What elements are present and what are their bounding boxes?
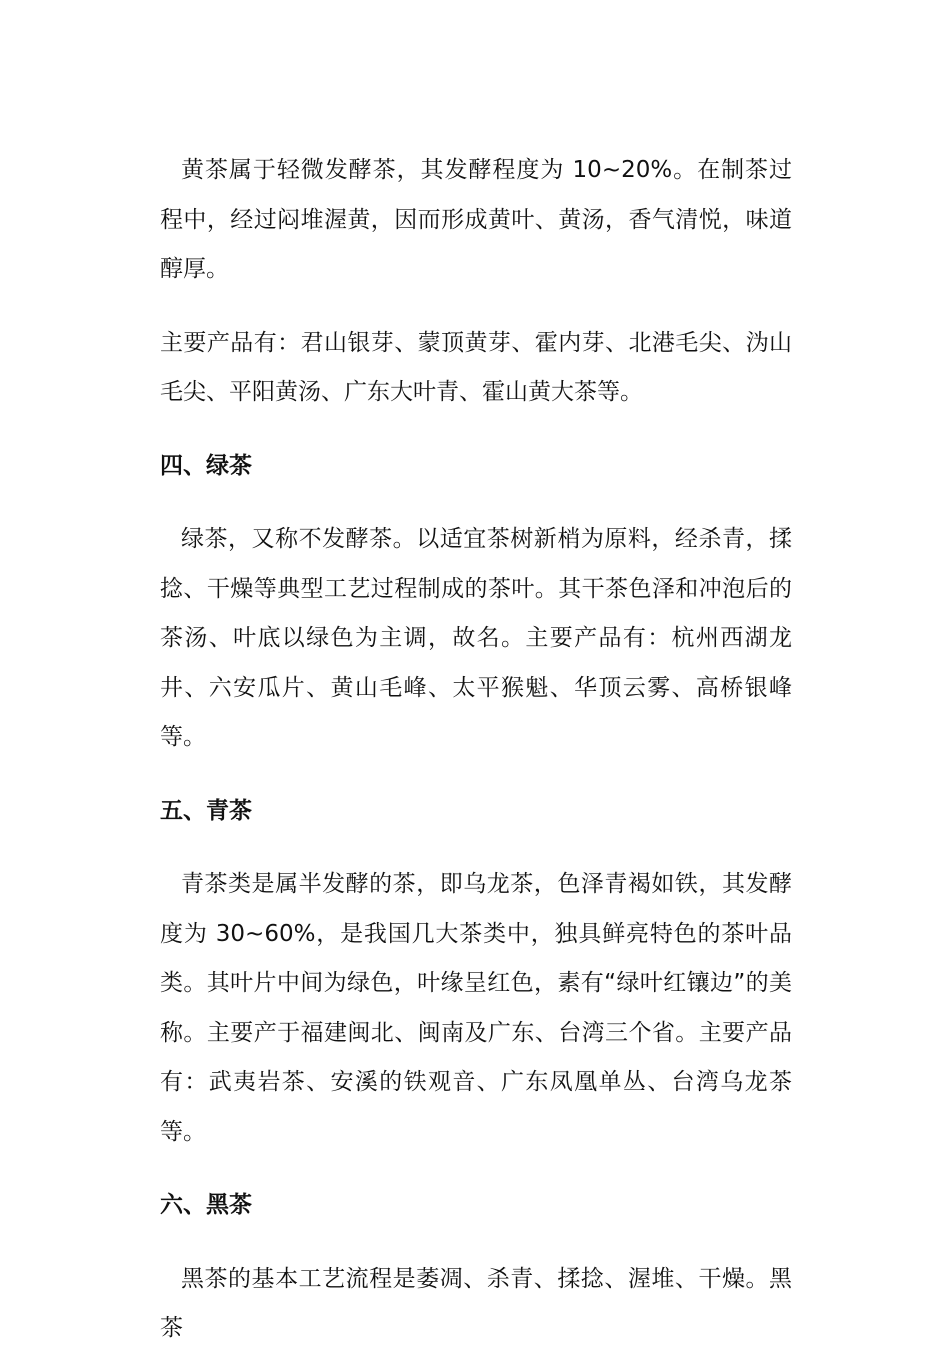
- oolong-tea-heading: 五、青茶: [160, 797, 252, 824]
- oolong-tea-body: 青茶类是属半发酵的茶，即乌龙茶，色泽青褐如铁，其发酵度为 30~60%，是我国几大茶类中，独具鲜亮特色的茶叶品类。其叶片中间为绿色，叶缘呈红色，素有“绿叶红镶边”的美称。主要产于福建闽北、闽南及广东、台湾三个省。主要产品有：武夷岩茶、安溪的铁观音、广东凤凰单丛、台湾乌龙茶等。: [160, 871, 792, 1145]
- yellow-tea-products: 主要产品有：君山银芽、蒙顶黄芽、霍内芽、北港毛尖、沩山毛尖、平阳黄汤、广东大叶青、霍山黄大茶等。: [160, 329, 792, 405]
- document-body: [160, 146, 792, 1354]
- dark-tea-body: 黑茶的基本工艺流程是萎凋、杀青、揉捻、渥堆、干燥。黑茶: [160, 1265, 792, 1341]
- green-tea-heading: 四、绿茶: [160, 452, 252, 479]
- dark-tea-heading: 六、黑茶: [160, 1192, 252, 1218]
- green-tea-body: 绿茶，又称不发酵茶。以适宜茶树新梢为原料，经杀青，揉捻、干燥等典型工艺过程制成的茶叶。其干茶色泽和冲泡后的茶汤、叶底以绿色为主调，故名。主要产品有：杭州西湖龙井、六安瓜片、黄山毛峰、太平猴魁、华顶云雾、高桥银峰等。: [160, 526, 792, 750]
- yellow-tea-intro: 黄茶属于轻微发酵茶，其发酵程度为 10~20%。在制茶过程中，经过闷堆渥黄，因而形成黄叶、黄汤，香气清悦，味道醇厚。: [160, 157, 792, 282]
